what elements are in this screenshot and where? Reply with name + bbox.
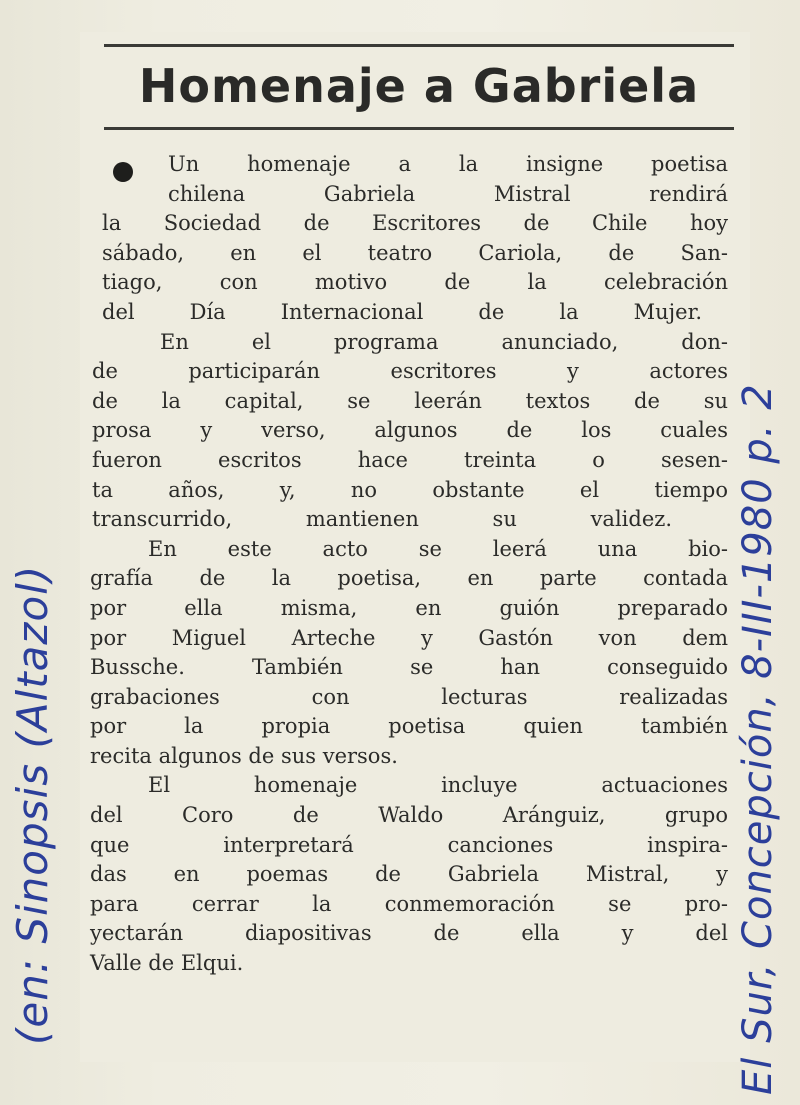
article-line: En el programa anunciado, don-	[160, 329, 728, 354]
article-line: grabaciones con lecturas realizadas	[90, 684, 728, 709]
article-line: de la capital, se leerán textos de su	[92, 388, 728, 413]
article-line: yectarán diapositivas de ella y del	[90, 921, 728, 946]
article-line: de participarán escritores y actores	[92, 359, 728, 384]
headline-top-rule	[104, 44, 734, 47]
article-headline: Homenaje a Gabriela	[138, 59, 700, 113]
article-line: fueron escritos hace treinta o sesen-	[92, 447, 728, 472]
article-line: das en poemas de Gabriela Mistral, y	[90, 862, 728, 887]
article-line: prosa y verso, algunos de los cuales	[92, 418, 728, 443]
article-line: por Miguel Arteche y Gastón von dem	[90, 625, 728, 650]
article-line: que interpretará canciones inspira-	[90, 832, 728, 857]
article-line: del Día Internacional de la Mujer.	[102, 299, 702, 324]
headline-bottom-rule	[104, 127, 734, 130]
article-line: Bussche. También se han conseguido	[90, 655, 728, 680]
article-line: grafía de la poetisa, en parte contada	[90, 566, 728, 591]
article-line: El homenaje incluye actuaciones	[148, 773, 728, 798]
article-line: por la propia poetisa quien también	[90, 714, 728, 739]
article-line: tiago, con motivo de la celebración	[102, 270, 728, 295]
article-body	[88, 150, 728, 979]
handwritten-citation: El Sur, Concepción, 8-III-1980 p. 2	[735, 383, 781, 1095]
article-line: transcurrido, mantienen su validez.	[92, 507, 672, 532]
article-line: Un homenaje a la insigne poetisa	[168, 152, 728, 176]
article-line: chilena Gabriela Mistral rendirá	[168, 181, 728, 206]
article-line: por ella misma, en guión preparado	[90, 595, 728, 620]
article-line: ta años, y, no obstante el tiempo	[92, 477, 728, 502]
article-line: la Sociedad de Escritores de Chile hoy	[102, 211, 728, 236]
article-line: recita algunos de sus versos.	[90, 743, 398, 768]
article-line: sábado, en el teatro Cariola, de San-	[102, 240, 728, 265]
article-line: para cerrar la conmemoración se pro-	[90, 891, 728, 916]
article-line: En este acto se leerá una bio-	[148, 536, 728, 561]
handwritten-source-note: (en: Sinopsis (Altazol)	[8, 564, 57, 1045]
article-line: del Coro de Waldo Aránguiz, grupo	[90, 803, 728, 828]
article-line: Valle de Elqui.	[90, 951, 244, 976]
